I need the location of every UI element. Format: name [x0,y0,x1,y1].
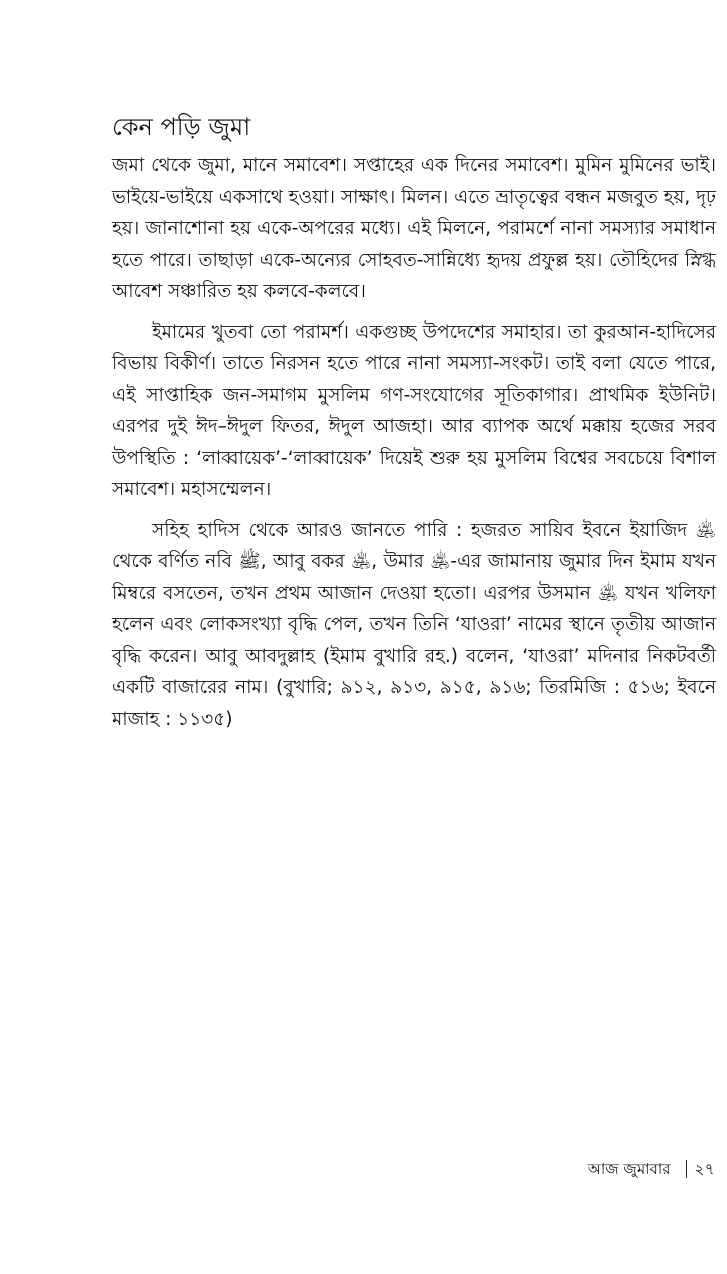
paragraph-2: ইমামের খুতবা তো পরামর্শ। একগুচ্ছ উপদেশের সমাহার। তা কুরআন-হাদিসের বিভায় বিকীর্ণ। তাতে নিরসন হতে পারে নানা সমস্যা-সংকট। তাই বলা যেতে পারে, এই সাপ্তাহিক জন-সমাগম মুসলিম গণ-সংযোগের সূতিকাগার। প্রাথমিক ইউনিট। এরপর দুই ঈদ–ঈদুল ফিতর, ঈদুল আজহা। আর ব্যাপক অর্থে মক্কায় হজের সরব উপস্থিতি : ‘লাব্বায়েক’-‘লাব্বায়েক’ দিয়েই শুরু হয় মুসলিম বিশ্বের সবচেয়ে বিশাল সমাবেশ। মহাসম্মেলন। [112,321,716,500]
paragraph-3: সহিহ হাদিস থেকে আরও জানতে পারি : হজরত সায়িব ইবনে ইয়াজিদ ﵁ থেকে বর্ণিত নবি ﷺ, আবু বকর ﵁, উমার ﵁-এর জামানায় জুমার দিন ইমাম যখন মিম্বরে বসতেন, তখন প্রথম আজান দেওয়া হতো। এরপর উসমান ﵁ যখন খলিফা হলেন এবং লোকসংখ্যা বৃদ্ধি পেল, তখন তিনি ‘যাওরা’ নামের স্থানে তৃতীয় আজান বৃদ্ধি করেন। আবু আবদুল্লাহ (ইমাম বুখারি রহ.) বলেন, ‘যাওরা’ মদিনার নিকটবর্তী একটি বাজারের নাম। (বুখারি; ৯১২, ৯১৩, ৯১৫, ৯১৬; তিরমিজি : ৫১৬; ইবনে মাজাহ : ১১৩৫) [112,519,716,730]
body-text [112,150,716,744]
chapter-heading: কেন পড়ি জুমা [112,113,251,141]
page-footer [530,1156,715,1182]
paragraph-1: জমা থেকে জুমা, মানে সমাবেশ। সপ্তাহের এক দিনের সমাবেশ। মুমিন মুমিনের ভাই। ভাইয়ে-ভাইয়ে একসাথে হওয়া। সাক্ষাৎ। মিলন। এতে ভ্রাতৃত্বের বন্ধন মজবুত হয়, দৃঢ় হয়। জানাশোনা হয় একে-অপরের মধ্যে। এই মিলনে, পরামর্শে নানা সমস্যার সমাধান হতে পারে। তাছাড়া একে-অন্যের সোহবত-সান্নিধ্যে হৃদয় প্রফুল্ল হয়। তৌহিদের স্নিগ্ধ আবেশ সঞ্চারিত হয় কলবে-কলবে। [112,155,716,302]
running-footer-title: আজ জুমাবার [587,1160,671,1178]
footer-divider [686,1160,687,1178]
page-number: ২৭ [694,1160,715,1178]
